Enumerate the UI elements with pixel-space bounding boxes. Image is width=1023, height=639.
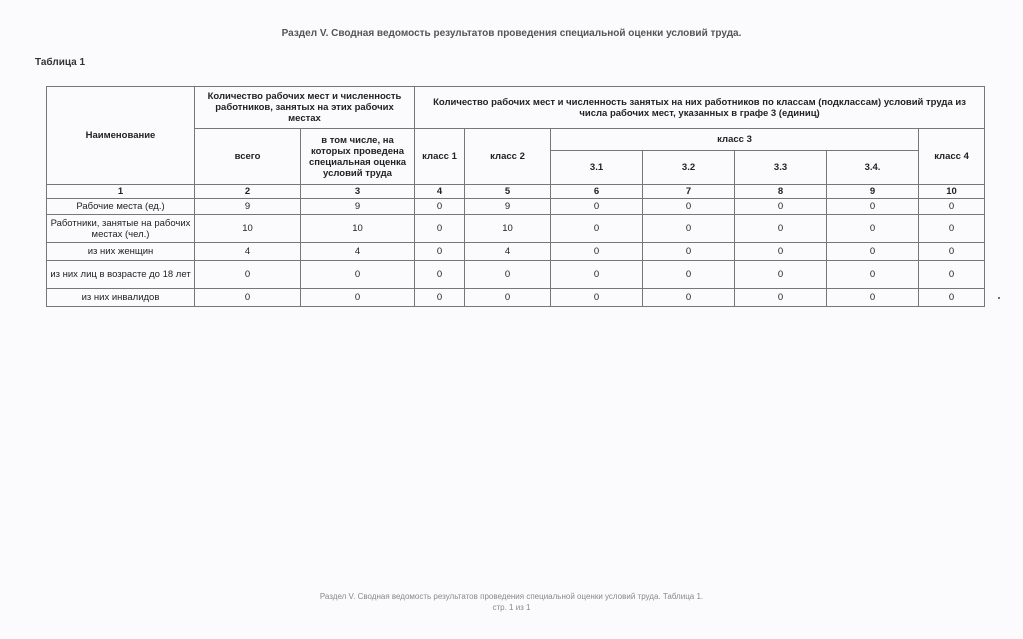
column-number: 4 bbox=[415, 185, 465, 199]
table-cell: 0 bbox=[919, 215, 985, 243]
column-number: 2 bbox=[195, 185, 301, 199]
row-name: из них женщин bbox=[47, 243, 195, 261]
table-cell: 0 bbox=[551, 199, 643, 215]
header-sub-3-3: 3.3 bbox=[735, 151, 827, 185]
header-class1: класс 1 bbox=[415, 129, 465, 185]
footer-page-number: стр. 1 из 1 bbox=[492, 603, 531, 612]
table-cell: 9 bbox=[195, 199, 301, 215]
table-cell: 0 bbox=[827, 243, 919, 261]
summary-table bbox=[46, 86, 985, 307]
table-cell: 0 bbox=[643, 289, 735, 307]
column-number: 9 bbox=[827, 185, 919, 199]
column-number: 7 bbox=[643, 185, 735, 199]
table-cell: 9 bbox=[465, 199, 551, 215]
table-cell: 0 bbox=[919, 199, 985, 215]
table-row bbox=[47, 289, 985, 307]
table-cell: 9 bbox=[301, 199, 415, 215]
column-number-row bbox=[47, 185, 985, 199]
row-name: Работники, занятые на рабочих местах (чел.) bbox=[47, 215, 195, 243]
table-cell: 0 bbox=[195, 289, 301, 307]
header-assessed: в том числе, на которых проведена специальная оценка условий труда bbox=[301, 129, 415, 185]
header-name: Наименование bbox=[47, 87, 195, 185]
column-number: 1 bbox=[47, 185, 195, 199]
column-number: 5 bbox=[465, 185, 551, 199]
table-row bbox=[47, 243, 985, 261]
table-cell: 0 bbox=[735, 243, 827, 261]
table-cell: 0 bbox=[301, 289, 415, 307]
row-name: из них инвалидов bbox=[47, 289, 195, 307]
table-cell: 0 bbox=[643, 215, 735, 243]
table-cell: 0 bbox=[551, 215, 643, 243]
row-name: Рабочие места (ед.) bbox=[47, 199, 195, 215]
table-cell: 10 bbox=[301, 215, 415, 243]
header-sub-3-4: 3.4. bbox=[827, 151, 919, 185]
table-cell: 0 bbox=[465, 261, 551, 289]
table-cell: 0 bbox=[827, 289, 919, 307]
header-class3: класс 3 bbox=[551, 129, 919, 151]
column-number: 3 bbox=[301, 185, 415, 199]
table-row bbox=[47, 199, 985, 215]
table-cell: 0 bbox=[827, 261, 919, 289]
table-cell: 4 bbox=[465, 243, 551, 261]
table-cell: 4 bbox=[195, 243, 301, 261]
stray-dot bbox=[998, 297, 1000, 299]
header-sub-3-1: 3.1 bbox=[551, 151, 643, 185]
table-cell: 0 bbox=[643, 199, 735, 215]
header-sub-3-2: 3.2 bbox=[643, 151, 735, 185]
table-cell: 0 bbox=[827, 199, 919, 215]
table-cell: 0 bbox=[919, 243, 985, 261]
table-cell: 0 bbox=[643, 261, 735, 289]
table-cell: 0 bbox=[415, 289, 465, 307]
table-cell: 0 bbox=[919, 261, 985, 289]
table-cell: 10 bbox=[195, 215, 301, 243]
page-title: Раздел V. Сводная ведомость результатов проведения специальной оценки условий труда. bbox=[281, 28, 742, 39]
header-total: всего bbox=[195, 129, 301, 185]
header-class4: класс 4 bbox=[919, 129, 985, 185]
column-number: 6 bbox=[551, 185, 643, 199]
row-name: из них лиц в возрасте до 18 лет bbox=[47, 261, 195, 289]
table-cell: 0 bbox=[415, 261, 465, 289]
header-class2: класс 2 bbox=[465, 129, 551, 185]
table-cell: 0 bbox=[195, 261, 301, 289]
table-label: Таблица 1 bbox=[35, 57, 86, 68]
table-row bbox=[47, 215, 985, 243]
table-cell: 4 bbox=[301, 243, 415, 261]
table-cell: 0 bbox=[735, 199, 827, 215]
table-cell: 0 bbox=[919, 289, 985, 307]
table-cell: 0 bbox=[415, 199, 465, 215]
table-cell: 0 bbox=[551, 289, 643, 307]
table-cell: 0 bbox=[643, 243, 735, 261]
table-cell: 0 bbox=[735, 261, 827, 289]
column-number: 10 bbox=[919, 185, 985, 199]
table-cell: 0 bbox=[415, 243, 465, 261]
table-cell: 10 bbox=[465, 215, 551, 243]
table-row bbox=[47, 261, 985, 289]
table-cell: 0 bbox=[735, 215, 827, 243]
table-cell: 0 bbox=[827, 215, 919, 243]
column-number: 8 bbox=[735, 185, 827, 199]
page-footer bbox=[0, 591, 1023, 613]
table-cell: 0 bbox=[551, 261, 643, 289]
table-cell: 0 bbox=[415, 215, 465, 243]
header-group-workplaces: Количество рабочих мест и численность работников, занятых на этих рабочих местах bbox=[195, 87, 415, 129]
table-cell: 0 bbox=[465, 289, 551, 307]
table-cell: 0 bbox=[735, 289, 827, 307]
table-cell: 0 bbox=[551, 243, 643, 261]
footer-title: Раздел V. Сводная ведомость результатов проведения специальной оценки условий труда. Таблица 1. bbox=[319, 592, 704, 601]
header-group-classes: Количество рабочих мест и численность занятых на них работников по классам (подклассам) условий труда из числа рабочих мест, указанных в графе 3 (единиц) bbox=[415, 87, 985, 129]
table-cell: 0 bbox=[301, 261, 415, 289]
